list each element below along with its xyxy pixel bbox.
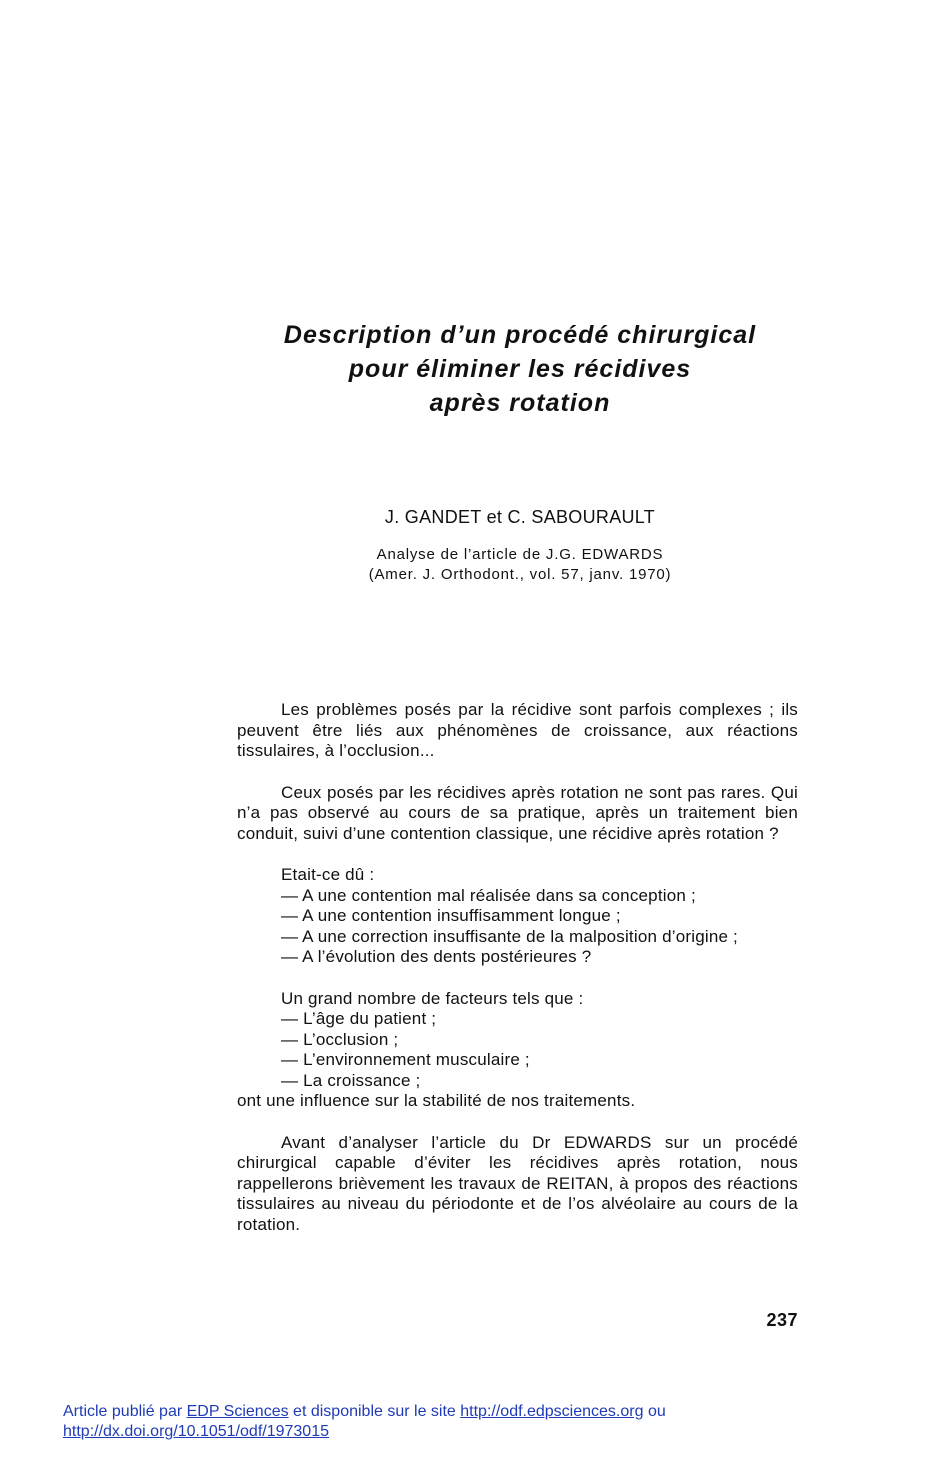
authors: J. GANDET et C. SABOURAULT bbox=[384, 507, 656, 527]
source-line-2: (Amer. J. Orthodont., vol. 57, janv. 1970) bbox=[368, 566, 672, 583]
factors-list bbox=[237, 989, 798, 1112]
odf-site-link[interactable]: http://odf.edpsciences.org bbox=[460, 1403, 644, 1420]
title-line-1: Description d’un procédé chirurgical bbox=[283, 321, 757, 349]
doi-link[interactable]: http://dx.doi.org/10.1051/odf/1973015 bbox=[63, 1423, 329, 1440]
list-2-item: — L’environnement musculaire ; bbox=[281, 1050, 530, 1069]
article-title bbox=[200, 318, 840, 420]
page-number: 237 bbox=[766, 1310, 798, 1330]
source-line-1: Analyse de l’article de J.G. EDWARDS bbox=[376, 546, 664, 563]
source-reference bbox=[200, 545, 840, 585]
publisher-footer bbox=[63, 1402, 903, 1442]
list-1-item: — A une contention mal réalisée dans sa conception ; bbox=[281, 885, 696, 905]
list-2-item: — La croissance ; bbox=[281, 1070, 421, 1090]
paragraph-3: Avant d’analyser l’article du Dr EDWARDS sur un procédé chirurgical capable d’éviter les récidives après rotation, nous rappellerons brièvement les travaux de REITAN, à propos des réactions tissulaires au niveau du périodonte et de l’os alvéolaire au cours de la rotation. bbox=[237, 1132, 798, 1234]
list-2-outro: ont une influence sur la stabilité de nos traitements. bbox=[237, 1091, 636, 1110]
list-1-intro: Etait-ce dû : bbox=[281, 865, 375, 884]
paragraph-2: Ceux posés par les récidives après rotation ne sont pas rares. Qui n’a pas observé au cours de sa pratique, après un traitement bien conduit, suivi d’une contention classique, une récidive après rotation ? bbox=[237, 782, 798, 843]
article-body bbox=[237, 700, 798, 1235]
list-1-item: — A une contention insuffisamment longue ; bbox=[281, 906, 621, 925]
list-2-item: — L’occlusion ; bbox=[281, 1029, 399, 1049]
list-1-item: — A l’évolution des dents postérieures ? bbox=[281, 947, 592, 966]
title-line-3: après rotation bbox=[429, 389, 611, 417]
footer-text-1: Article publié par bbox=[63, 1403, 187, 1420]
title-line-2: pour éliminer les récidives bbox=[348, 355, 692, 383]
edp-sciences-link[interactable]: EDP Sciences bbox=[186, 1403, 289, 1420]
footer-text-2: et disponible sur le site bbox=[288, 1403, 461, 1420]
list-2-intro: Un grand nombre de facteurs tels que : bbox=[281, 988, 584, 1008]
list-1-item: — A une correction insuffisante de la malposition d’origine ; bbox=[281, 926, 738, 946]
paragraph-1: Les problèmes posés par la récidive sont parfois complexes ; ils peuvent être liés aux phénomènes de croissance, aux réactions tissulaires, à l’occlusion... bbox=[237, 700, 798, 760]
footer-text-3: ou bbox=[643, 1403, 666, 1420]
list-2-item: — L’âge du patient ; bbox=[281, 1009, 437, 1028]
causes-list bbox=[237, 865, 798, 968]
